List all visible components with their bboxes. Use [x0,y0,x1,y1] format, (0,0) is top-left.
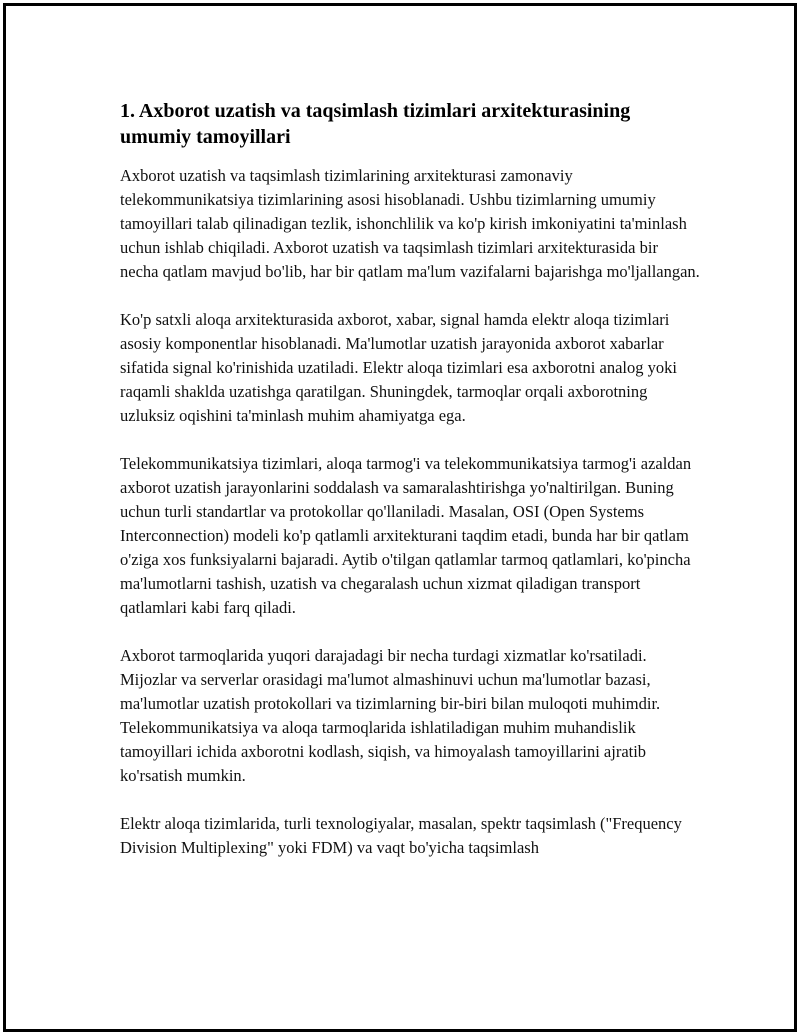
document-heading: 1. Axborot uzatish va taqsimlash tizimlari arxitekturasining umumiy tamoyillari [120,100,631,148]
paragraph-1: Axborot uzatish va taqsimlash tizimlarining arxitekturasi zamonaviy telekommunikatsiya tizimlarining asosi hisoblanadi. Ushbu tizimlarning umumiy tamoyillari talab qilinadigan tezlik, ishonchlilik va ko'p kirish imkoniyatini ta'minlash uchun ishlab chiqiladi. Axborot uzatish va taqsimlash tizimlari arxitekturasida bir necha qatlam mavjud bo'lib, har bir qatlam ma'lum vazifalarni bajarishga mo'ljallangan. [120,166,700,281]
document-page [3,3,797,1032]
paragraph-3: Telekommunikatsiya tizimlari, aloqa tarmog'i va telekommunikatsiya tarmog'i azaldan axborot uzatish jarayonlarini soddalash va samaralashtirishga yo'naltirilgan. Buning uchun turli standartlar va protokollar qo'llaniladi. Masalan, OSI (Open Systems Interconnection) modeli ko'p qatlamli arxitekturani taqdim etadi, bunda har bir qatlam o'ziga xos funksiyalarni bajaradi. Aytib o'tilgan qatlamlar tarmoq qatlamlari, ko'pincha ma'lumotlarni tashish, uzatish va chegaralash uchun xizmat qiladigan transport qatlamlari kabi farq qiladi. [120,454,692,617]
paragraph-2: Ko'p satxli aloqa arxitekturasida axborot, xabar, signal hamda elektr aloqa tizimlari asosiy komponentlar hisoblanadi. Ma'lumotlar uzatish jarayonida axborot xabarlar sifatida signal ko'rinishida uzatiladi. Elektr aloqa tizimlari esa axborotni analog yoki raqamli shaklda uzatishga qaratilgan. Shuningdek, tarmoqlar orqali axborotning uzluksiz oqishini ta'minlash muhim ahamiyatga ega. [120,310,677,425]
paragraph-4: Axborot tarmoqlarida yuqori darajadagi bir necha turdagi xizmatlar ko'rsatiladi. Mijozlar va serverlar orasidagi ma'lumot almashinuvi uchun ma'lumotlar bazasi, ma'lumotlar uzatish protokollari va tizimlarning bir-biri bilan muloqoti muhimdir. Telekommunikatsiya va aloqa tarmoqlarida ishlatiladigan muhim muhandislik tamoyillari ichida axborotni kodlash, siqish, va himoyalash tamoyillarini ajratib ko'rsatish mumkin. [120,646,661,785]
document-content [120,98,700,884]
paragraph-5: Elektr aloqa tizimlarida, turli texnologiyalar, masalan, spektr taqsimlash ("Frequency Division Multiplexing" yoki FDM) va vaqt bo'yicha taqsimlash [120,814,682,857]
